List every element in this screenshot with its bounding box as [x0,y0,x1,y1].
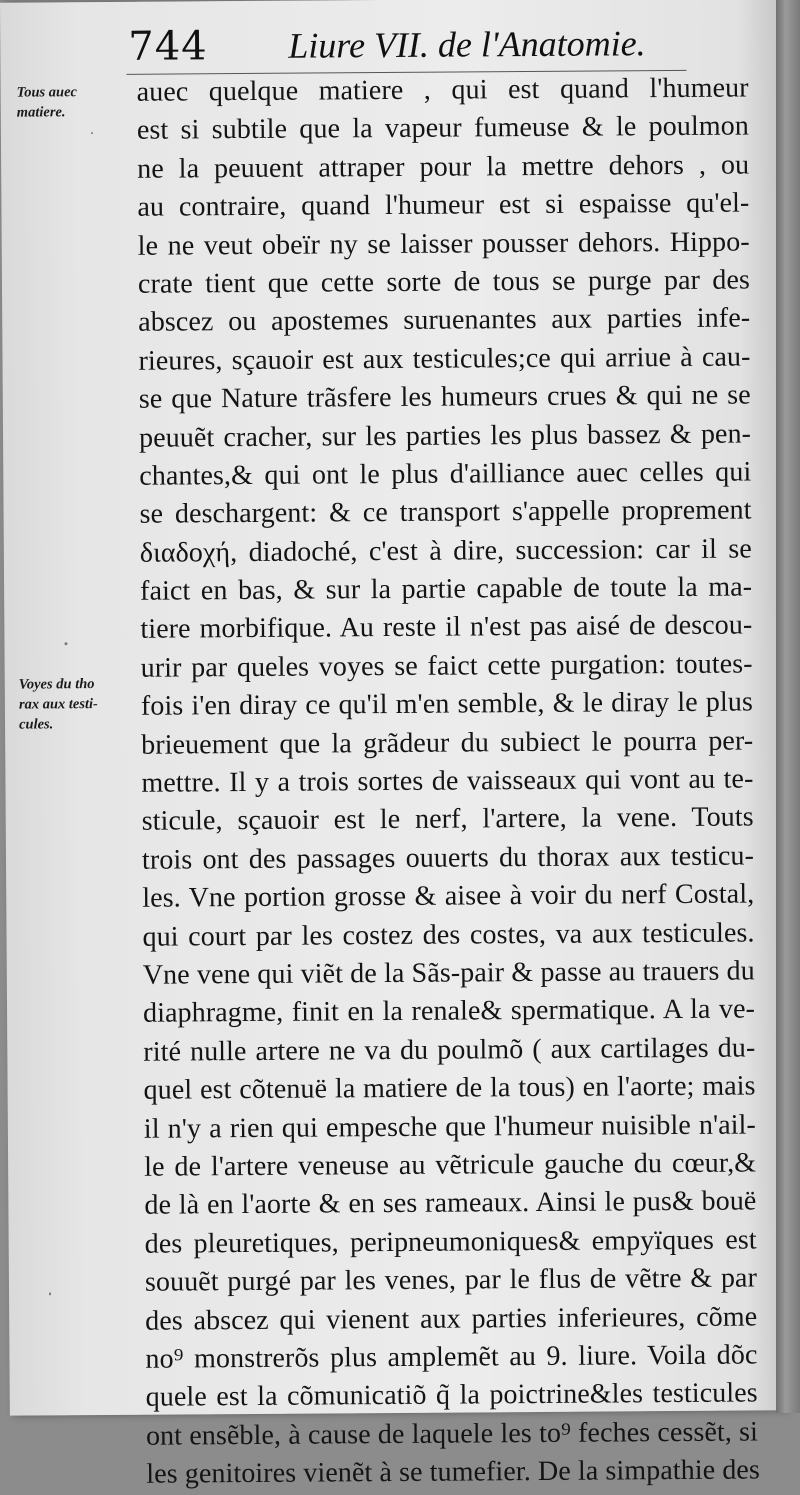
text-line: de là en l'aorte & en ses rameaux. Ainsi le pus& bouë [144,1185,757,1222]
margin-note-line: Voyes du tho [18,676,95,693]
text-line: Vne vene qui viẽt de la Sãs-pair & passe au trauers du [142,955,755,991]
text-line: urir par queles voyes se faict cette purgation: toutes- [140,648,753,684]
text-line: il n'y a rien qui empesche que l'humeur nuisible n'ail- [143,1109,756,1145]
page-number: 744 [128,23,208,70]
text-line: des abscez qui vienent aux parties inferieures, cõme [145,1300,758,1337]
text-line: chantes,& qui ont le plus d'ailliance auec celles qui [139,456,752,492]
text-line: des pleuretiques, peripneumoniques& empyïques est [144,1224,757,1260]
ink-speck [49,1292,51,1295]
text-line: mettre. Il y a trois sortes de vaisseaux qui vont au te- [141,763,754,799]
margin-note-tous-auec-matiere [17,82,135,123]
text-line: faict en bas, & sur la partie capable de toute la ma- [140,571,753,607]
text-line: διαδοχή, diadoché, c'est à dire, succession: car il se [139,533,752,569]
text-line: se deschargent: & ce transport s'appelle proprement [139,494,752,531]
text-line: au contraire, quand l'humeur est si espaisse qu'el- [137,187,750,223]
margin-note-line: matiere. [16,104,66,121]
ink-speck [64,642,67,645]
body-text [137,69,759,1494]
margin-note-line: cules. [18,716,54,733]
text-line: quele est la cõmunicatiõ q̃ la poictrine&les testicules [145,1377,758,1414]
text-line: diaphragme, finit en la renale& spermatique. A la ve- [142,993,756,1030]
text-line: peuuẽt cracher, sur les parties les plus bassez & pen- [138,417,752,454]
running-title: Liure VII. de l'Anatomie. [288,23,646,66]
text-line: crate tient que cette sorte de tous se purge par des [137,264,751,300]
text-line: tiere morbifique. Au reste il n'est pas aisé de descou- [140,609,753,646]
text-line: quel est cõtenuë la matiere de la tous) en l'aorte; mais [143,1070,756,1106]
margin-note-line: rax aux testi- [18,696,98,713]
text-line: se que Nature trãsfere les humeurs crues & qui ne se [138,379,751,415]
text-line: ont ensẽble, à cause de laquele les to⁹ feches cessẽt, si [145,1416,759,1452]
text-line: rité nulle artere ne va du poulmõ ( aux cartilages du- [143,1032,756,1068]
text-line: les. Vne portion grosse & aisee à voir du nerf Costal, [142,878,755,914]
text-line: qui court par les costez des costes, va aux testicules. [142,917,755,953]
text-line: les genitoires vienẽt à se tumefier. De la simpathie des [146,1454,761,1490]
margin-note-line: Tous auec [16,84,77,101]
text-line: est si subtile que la vapeur fumeuse & le poulmon [136,110,749,147]
margin-note-voyes-du-thorax [19,674,137,735]
page-edge-shadow [776,0,800,1413]
text-line: abscez ou apostemes suruenantes aux parties infe- [138,302,751,339]
text-line: trois ont des passages ouuerts du thorax aux testicu- [141,840,755,876]
text-line: auec quelque matiere , qui est quand l'humeur [136,72,749,108]
text-line: sticule, sçauoir est le nerf, l'artere, la vene. Touts [141,801,754,838]
text-line: le ne veut obeïr ny se laisser pousser dehors. Hippo- [137,226,750,262]
text-line: le de l'artere veneuse au vẽtricule gauche du cœur,& [144,1147,757,1183]
page-header [128,20,668,72]
text-line: souuẽt purgé par les venes, par le flus de vẽtre & par [144,1262,758,1298]
text-line: rieures, sçauoir est aux testicules;ce qui arriue à cau- [138,341,751,377]
text-line: brieuement que la grãdeur du subiect le pourra per- [141,725,754,761]
text-line: no⁹ monstrerõs plus amplemẽt au 9. liure. Voila dõc [145,1339,758,1375]
text-line: fois i'en diray ce qu'il m'en semble, & le diray le plus [140,686,754,722]
ink-speck [91,132,93,134]
text-line: ne la peuuent attraper pour la mettre dehors , ou [137,149,750,185]
